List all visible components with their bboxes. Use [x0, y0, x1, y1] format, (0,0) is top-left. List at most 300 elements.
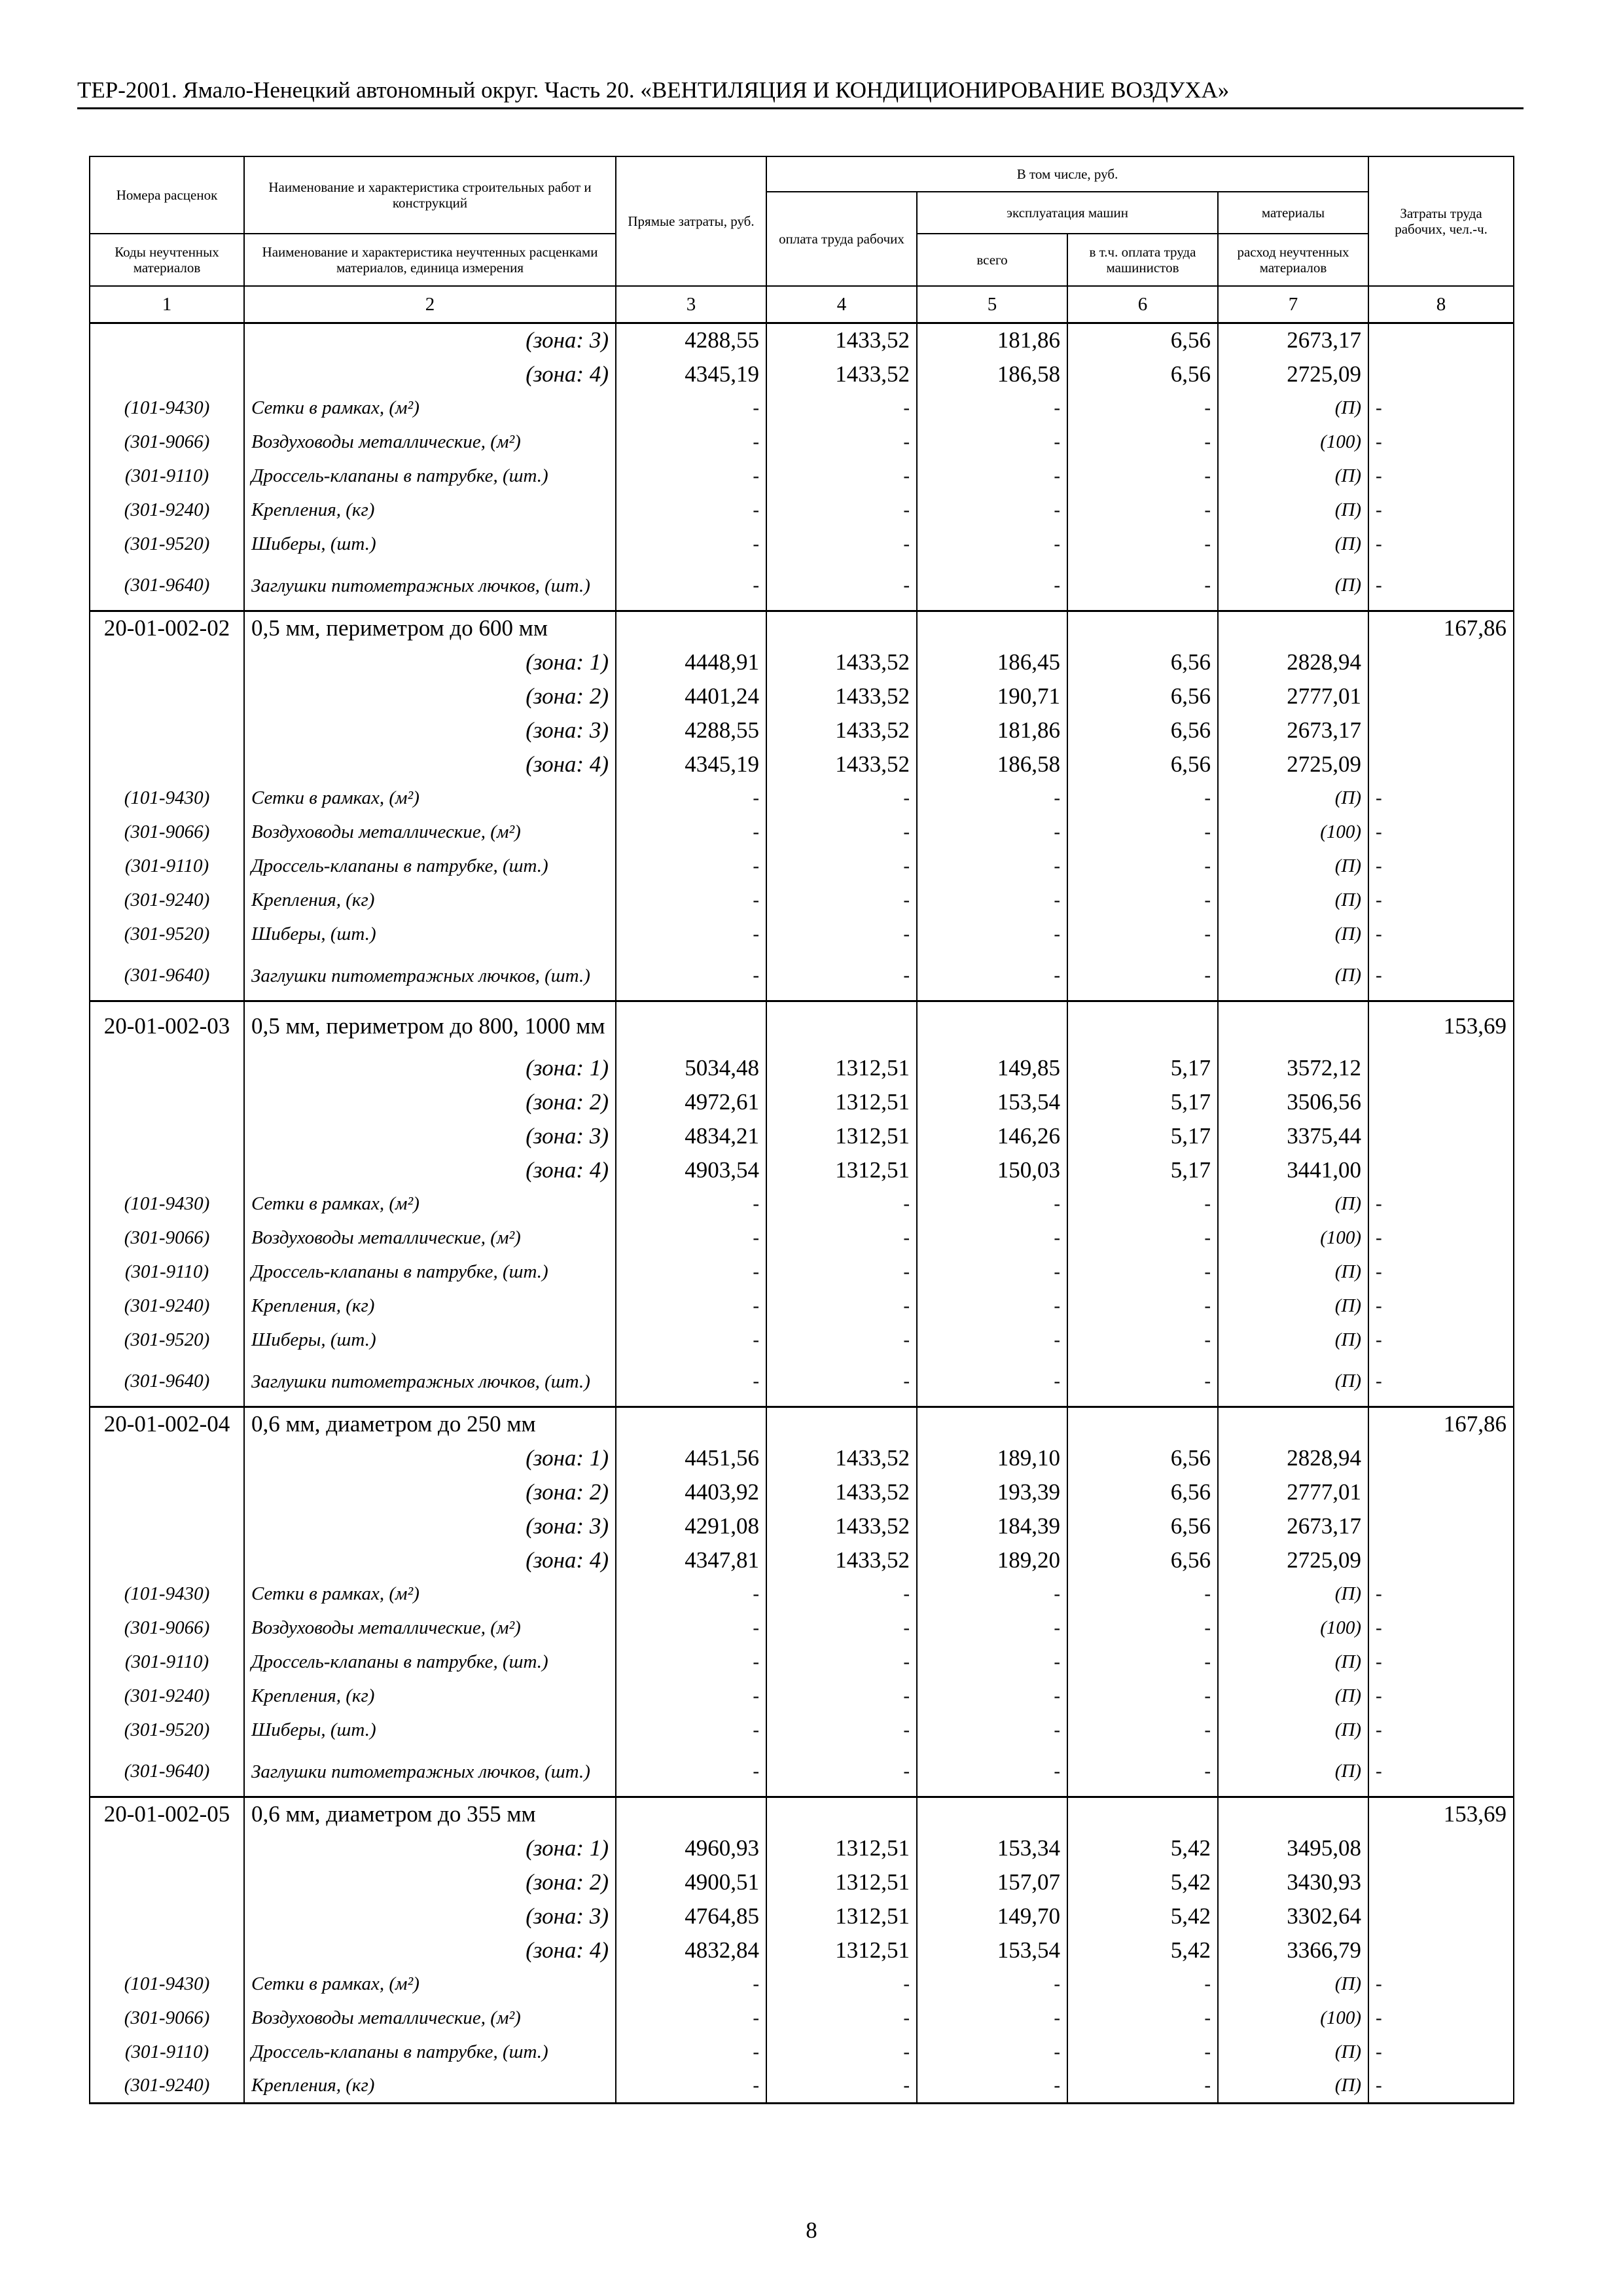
direct-cost: 4832,84 [616, 1933, 766, 1967]
dash: - [766, 850, 917, 884]
dash: - [766, 816, 917, 850]
material-qty: (П) [1218, 1323, 1368, 1357]
direct-cost: 4451,56 [616, 1441, 766, 1475]
dash: - [1368, 918, 1514, 952]
dash: - [917, 884, 1067, 918]
dash: - [1067, 1187, 1218, 1221]
material-code: (301-9110) [90, 1645, 244, 1679]
material-code: (301-9066) [90, 1611, 244, 1645]
machinists-pay: 5,42 [1067, 1933, 1218, 1967]
zone-label: (зона: 2) [244, 679, 616, 713]
material-qty: (П) [1218, 1713, 1368, 1748]
header-col1-bottom: Коды неучтенных материалов [90, 234, 244, 286]
material-row [90, 1289, 1514, 1323]
dash: - [766, 1611, 917, 1645]
direct-cost: 4960,93 [616, 1831, 766, 1865]
labor-pay: 1312,51 [766, 1085, 917, 1119]
material-name: Заглушки питометражных лючков, (шт.) [244, 952, 616, 1001]
dash: - [616, 1577, 766, 1611]
dash: - [1067, 1357, 1218, 1407]
machinists-pay: 5,17 [1067, 1153, 1218, 1187]
dash: - [1368, 1577, 1514, 1611]
material-code: (301-9640) [90, 1748, 244, 1797]
materials-cost: 2673,17 [1218, 1509, 1368, 1543]
dash: - [616, 2001, 766, 2036]
dash: - [1067, 952, 1218, 1001]
zone-label: (зона: 4) [244, 1933, 616, 1967]
dash: - [1067, 850, 1218, 884]
machinists-pay: 6,56 [1067, 713, 1218, 747]
material-name: Сетки в рамках, (м²) [244, 391, 616, 425]
col-number: 1 [90, 286, 244, 323]
material-qty: (П) [1218, 1255, 1368, 1289]
material-row [90, 918, 1514, 952]
dash: - [1368, 1255, 1514, 1289]
material-code: (301-9066) [90, 2001, 244, 2036]
dash: - [766, 1187, 917, 1221]
dash: - [766, 781, 917, 816]
dash: - [766, 562, 917, 611]
table-body [90, 323, 1514, 2104]
machines-total: 184,39 [917, 1509, 1067, 1543]
material-row [90, 391, 1514, 425]
material-qty: (100) [1218, 816, 1368, 850]
dash: - [1067, 781, 1218, 816]
dash: - [616, 781, 766, 816]
material-name: Воздуховоды металлические, (м²) [244, 2001, 616, 2036]
labor-hours: 153,69 [1368, 1797, 1514, 1831]
page-header: ТЕР-2001. Ямало-Ненецкий автономный округ. Часть 20. «ВЕНТИЛЯЦИЯ И КОНДИЦИОНИРОВАНИЕ ВОЗДУХА» [77, 77, 1524, 109]
material-qty: (П) [1218, 2070, 1368, 2104]
labor-hours: 167,86 [1368, 611, 1514, 645]
dash: - [1368, 2070, 1514, 2104]
dash: - [917, 391, 1067, 425]
dash: - [766, 2001, 917, 2036]
material-name: Шиберы, (шт.) [244, 1323, 616, 1357]
dash: - [917, 2036, 1067, 2070]
page-number: 8 [806, 2217, 817, 2243]
direct-cost: 4291,08 [616, 1509, 766, 1543]
material-qty: (П) [1218, 1645, 1368, 1679]
materials-cost: 2828,94 [1218, 645, 1368, 679]
rates-table [89, 156, 1514, 2104]
materials-cost: 3366,79 [1218, 1933, 1368, 1967]
dash: - [917, 459, 1067, 493]
material-name: Крепления, (кг) [244, 1289, 616, 1323]
dash: - [917, 425, 1067, 459]
material-code: (301-9520) [90, 528, 244, 562]
table-row [90, 323, 1514, 357]
dash: - [1368, 1221, 1514, 1255]
dash: - [1368, 1289, 1514, 1323]
material-code: (101-9430) [90, 1967, 244, 2001]
dash: - [917, 1748, 1067, 1797]
material-code: (301-9640) [90, 1357, 244, 1407]
dash: - [1368, 1713, 1514, 1748]
rate-name: 0,6 мм, диаметром до 355 мм [244, 1797, 616, 1831]
material-code: (301-9240) [90, 2070, 244, 2104]
rate-code: 20-01-002-04 [90, 1407, 244, 1441]
machines-total: 189,20 [917, 1543, 1067, 1577]
header-col2-top: Наименование и характеристика строительных работ и конструкций [244, 156, 616, 234]
materials-cost: 2777,01 [1218, 1475, 1368, 1509]
material-row [90, 1679, 1514, 1713]
machines-total: 153,54 [917, 1933, 1067, 1967]
material-row [90, 459, 1514, 493]
dash: - [917, 1187, 1067, 1221]
dash: - [1368, 459, 1514, 493]
table-row [90, 645, 1514, 679]
dash: - [1067, 1748, 1218, 1797]
dash: - [1368, 2036, 1514, 2070]
dash: - [616, 1221, 766, 1255]
zone-label: (зона: 2) [244, 1865, 616, 1899]
dash: - [766, 493, 917, 528]
dash: - [766, 391, 917, 425]
labor-pay: 1433,52 [766, 1475, 917, 1509]
material-name: Шиберы, (шт.) [244, 528, 616, 562]
table-row [90, 1051, 1514, 1085]
direct-cost: 4345,19 [616, 357, 766, 391]
labor-pay: 1433,52 [766, 1543, 917, 1577]
labor-pay: 1312,51 [766, 1051, 917, 1085]
dash: - [1067, 2036, 1218, 2070]
col-number: 7 [1218, 286, 1368, 323]
material-qty: (П) [1218, 562, 1368, 611]
labor-pay: 1433,52 [766, 645, 917, 679]
dash: - [616, 884, 766, 918]
material-name: Дроссель-клапаны в патрубке, (шт.) [244, 459, 616, 493]
dash: - [1368, 1323, 1514, 1357]
table-row [90, 1153, 1514, 1187]
dash: - [1368, 493, 1514, 528]
material-code: (301-9240) [90, 493, 244, 528]
dash: - [616, 493, 766, 528]
dash: - [616, 425, 766, 459]
material-code: (301-9066) [90, 816, 244, 850]
material-row [90, 884, 1514, 918]
table-row [90, 1831, 1514, 1865]
dash: - [766, 459, 917, 493]
machines-total: 146,26 [917, 1119, 1067, 1153]
material-code: (301-9640) [90, 562, 244, 611]
material-name: Сетки в рамках, (м²) [244, 1187, 616, 1221]
material-qty: (П) [1218, 850, 1368, 884]
zone-label: (зона: 3) [244, 323, 616, 357]
machinists-pay: 6,56 [1067, 645, 1218, 679]
zone-label: (зона: 3) [244, 1899, 616, 1933]
col-number: 6 [1067, 286, 1218, 323]
dash: - [1368, 952, 1514, 1001]
material-code: (101-9430) [90, 391, 244, 425]
dash: - [1067, 1645, 1218, 1679]
dash: - [917, 1967, 1067, 2001]
material-qty: (П) [1218, 1967, 1368, 2001]
labor-hours: 167,86 [1368, 1407, 1514, 1441]
material-row [90, 1645, 1514, 1679]
direct-cost: 4403,92 [616, 1475, 766, 1509]
dash: - [766, 1679, 917, 1713]
dash: - [1067, 1289, 1218, 1323]
labor-pay: 1312,51 [766, 1153, 917, 1187]
col-number: 4 [766, 286, 917, 323]
dash: - [766, 2070, 917, 2104]
machines-total: 153,54 [917, 1085, 1067, 1119]
materials-cost: 2725,09 [1218, 357, 1368, 391]
dash: - [766, 1967, 917, 2001]
dash: - [616, 1323, 766, 1357]
dash: - [917, 1645, 1067, 1679]
material-row [90, 952, 1514, 1001]
dash: - [1067, 562, 1218, 611]
col-number: 3 [616, 286, 766, 323]
material-name: Дроссель-клапаны в патрубке, (шт.) [244, 1645, 616, 1679]
header-col6: в т.ч. оплата труда машинистов [1067, 234, 1218, 286]
zone-label: (зона: 1) [244, 1051, 616, 1085]
material-qty: (100) [1218, 2001, 1368, 2036]
material-qty: (П) [1218, 952, 1368, 1001]
dash: - [616, 1289, 766, 1323]
table-row [90, 1119, 1514, 1153]
machines-total: 153,34 [917, 1831, 1067, 1865]
material-code: (301-9110) [90, 1255, 244, 1289]
rate-code: 20-01-002-05 [90, 1797, 244, 1831]
machinists-pay: 6,56 [1067, 1509, 1218, 1543]
dash: - [766, 1289, 917, 1323]
dash: - [917, 1357, 1067, 1407]
dash: - [1368, 884, 1514, 918]
material-name: Воздуховоды металлические, (м²) [244, 425, 616, 459]
header-col3: Прямые затраты, руб. [616, 156, 766, 286]
material-name: Дроссель-клапаны в патрубке, (шт.) [244, 1255, 616, 1289]
header-col1-top: Номера расценок [90, 156, 244, 234]
material-code: (301-9110) [90, 459, 244, 493]
dash: - [616, 1187, 766, 1221]
col-number: 5 [917, 286, 1067, 323]
material-name: Шиберы, (шт.) [244, 1713, 616, 1748]
direct-cost: 4448,91 [616, 645, 766, 679]
direct-cost: 4288,55 [616, 323, 766, 357]
labor-pay: 1433,52 [766, 323, 917, 357]
material-row [90, 2070, 1514, 2104]
dash: - [1368, 391, 1514, 425]
dash: - [1067, 1713, 1218, 1748]
material-name: Заглушки питометражных лючков, (шт.) [244, 1748, 616, 1797]
zone-label: (зона: 4) [244, 747, 616, 781]
material-row [90, 528, 1514, 562]
rate-row [90, 1797, 1514, 1831]
dash: - [616, 528, 766, 562]
material-code: (301-9240) [90, 1679, 244, 1713]
direct-cost: 4345,19 [616, 747, 766, 781]
material-code: (301-9520) [90, 1323, 244, 1357]
zone-label: (зона: 4) [244, 1543, 616, 1577]
material-row [90, 816, 1514, 850]
direct-cost: 4347,81 [616, 1543, 766, 1577]
header-incl: В том числе, руб. [766, 156, 1368, 192]
materials-cost: 3441,00 [1218, 1153, 1368, 1187]
dash: - [1067, 2001, 1218, 2036]
table-row [90, 1441, 1514, 1475]
dash: - [616, 1713, 766, 1748]
materials-cost: 3506,56 [1218, 1085, 1368, 1119]
machines-total: 186,45 [917, 645, 1067, 679]
dash: - [917, 1713, 1067, 1748]
materials-cost: 2777,01 [1218, 679, 1368, 713]
dash: - [766, 425, 917, 459]
table-row [90, 747, 1514, 781]
labor-pay: 1433,52 [766, 747, 917, 781]
dash: - [616, 1679, 766, 1713]
rate-row [90, 1001, 1514, 1051]
direct-cost: 4764,85 [616, 1899, 766, 1933]
machinists-pay: 6,56 [1067, 1441, 1218, 1475]
labor-pay: 1433,52 [766, 713, 917, 747]
material-name: Сетки в рамках, (м²) [244, 1577, 616, 1611]
material-row [90, 1187, 1514, 1221]
material-qty: (П) [1218, 2036, 1368, 2070]
material-qty: (П) [1218, 1748, 1368, 1797]
material-code: (301-9520) [90, 1713, 244, 1748]
dash: - [766, 952, 917, 1001]
zone-label: (зона: 3) [244, 1119, 616, 1153]
table-row [90, 1509, 1514, 1543]
material-qty: (П) [1218, 1289, 1368, 1323]
dash: - [1067, 459, 1218, 493]
dash: - [616, 562, 766, 611]
rate-name: 0,6 мм, диаметром до 250 мм [244, 1407, 616, 1441]
labor-pay: 1433,52 [766, 679, 917, 713]
dash: - [1368, 850, 1514, 884]
dash: - [1368, 528, 1514, 562]
dash: - [1067, 2070, 1218, 2104]
material-qty: (П) [1218, 1679, 1368, 1713]
materials-cost: 3375,44 [1218, 1119, 1368, 1153]
machinists-pay: 6,56 [1067, 323, 1218, 357]
machinists-pay: 6,56 [1067, 1543, 1218, 1577]
material-name: Воздуховоды металлические, (м²) [244, 1611, 616, 1645]
material-code: (301-9520) [90, 918, 244, 952]
header-col8: Затраты труда рабочих, чел.-ч. [1368, 156, 1514, 286]
material-name: Крепления, (кг) [244, 884, 616, 918]
machines-total: 149,85 [917, 1051, 1067, 1085]
material-row [90, 1221, 1514, 1255]
header-exploit: эксплуатация машин [917, 192, 1218, 234]
material-row [90, 493, 1514, 528]
dash: - [1368, 2001, 1514, 2036]
material-row [90, 850, 1514, 884]
table-row [90, 1865, 1514, 1899]
material-name: Сетки в рамках, (м²) [244, 1967, 616, 2001]
machines-total: 186,58 [917, 747, 1067, 781]
direct-cost: 4401,24 [616, 679, 766, 713]
dash: - [1067, 391, 1218, 425]
material-name: Заглушки питометражных лючков, (шт.) [244, 1357, 616, 1407]
dash: - [766, 1748, 917, 1797]
zone-label: (зона: 4) [244, 357, 616, 391]
table-row [90, 679, 1514, 713]
dash: - [766, 528, 917, 562]
dash: - [616, 1255, 766, 1289]
labor-pay: 1312,51 [766, 1831, 917, 1865]
machines-total: 150,03 [917, 1153, 1067, 1187]
dash: - [917, 952, 1067, 1001]
dash: - [1067, 1611, 1218, 1645]
dash: - [1368, 1645, 1514, 1679]
direct-cost: 4972,61 [616, 1085, 766, 1119]
dash: - [917, 918, 1067, 952]
dash: - [917, 2070, 1067, 2104]
zone-label: (зона: 3) [244, 1509, 616, 1543]
dash: - [1067, 884, 1218, 918]
dash: - [766, 1713, 917, 1748]
dash: - [917, 562, 1067, 611]
table-row [90, 1475, 1514, 1509]
dash: - [1067, 1255, 1218, 1289]
labor-pay: 1312,51 [766, 1119, 917, 1153]
material-code: (301-9240) [90, 884, 244, 918]
zone-label: (зона: 1) [244, 1441, 616, 1475]
material-name: Крепления, (кг) [244, 1679, 616, 1713]
material-qty: (П) [1218, 391, 1368, 425]
material-code: (101-9430) [90, 1577, 244, 1611]
dash: - [616, 1357, 766, 1407]
material-row [90, 1255, 1514, 1289]
dash: - [1067, 1679, 1218, 1713]
col-number: 2 [244, 286, 616, 323]
materials-cost: 3430,93 [1218, 1865, 1368, 1899]
machines-total: 181,86 [917, 713, 1067, 747]
table-row [90, 357, 1514, 391]
dash: - [917, 1255, 1067, 1289]
machinists-pay: 5,17 [1067, 1051, 1218, 1085]
dash: - [917, 1577, 1067, 1611]
dash: - [917, 850, 1067, 884]
table-row [90, 1085, 1514, 1119]
material-qty: (100) [1218, 425, 1368, 459]
dash: - [1067, 425, 1218, 459]
material-name: Дроссель-клапаны в патрубке, (шт.) [244, 2036, 616, 2070]
material-code: (301-9640) [90, 952, 244, 1001]
material-qty: (П) [1218, 884, 1368, 918]
direct-cost: 4288,55 [616, 713, 766, 747]
material-row [90, 562, 1514, 611]
table-row [90, 1933, 1514, 1967]
machines-total: 149,70 [917, 1899, 1067, 1933]
dash: - [616, 918, 766, 952]
header-col7: расход неучтенных материалов [1218, 234, 1368, 286]
labor-pay: 1433,52 [766, 1441, 917, 1475]
materials-cost: 2673,17 [1218, 713, 1368, 747]
machinists-pay: 6,56 [1067, 747, 1218, 781]
machinists-pay: 6,56 [1067, 679, 1218, 713]
materials-cost: 2725,09 [1218, 747, 1368, 781]
col-number: 8 [1368, 286, 1514, 323]
material-code: (301-9240) [90, 1289, 244, 1323]
material-qty: (П) [1218, 1357, 1368, 1407]
dash: - [616, 816, 766, 850]
header-col2-bottom: Наименование и характеристика неучтенных расценками материалов, единица измерения [244, 234, 616, 286]
dash: - [766, 1323, 917, 1357]
dash: - [766, 1255, 917, 1289]
labor-pay: 1312,51 [766, 1865, 917, 1899]
material-row [90, 1577, 1514, 1611]
machinists-pay: 5,42 [1067, 1865, 1218, 1899]
material-qty: (П) [1218, 528, 1368, 562]
material-row [90, 2001, 1514, 2036]
material-code: (301-9110) [90, 850, 244, 884]
dash: - [766, 1577, 917, 1611]
